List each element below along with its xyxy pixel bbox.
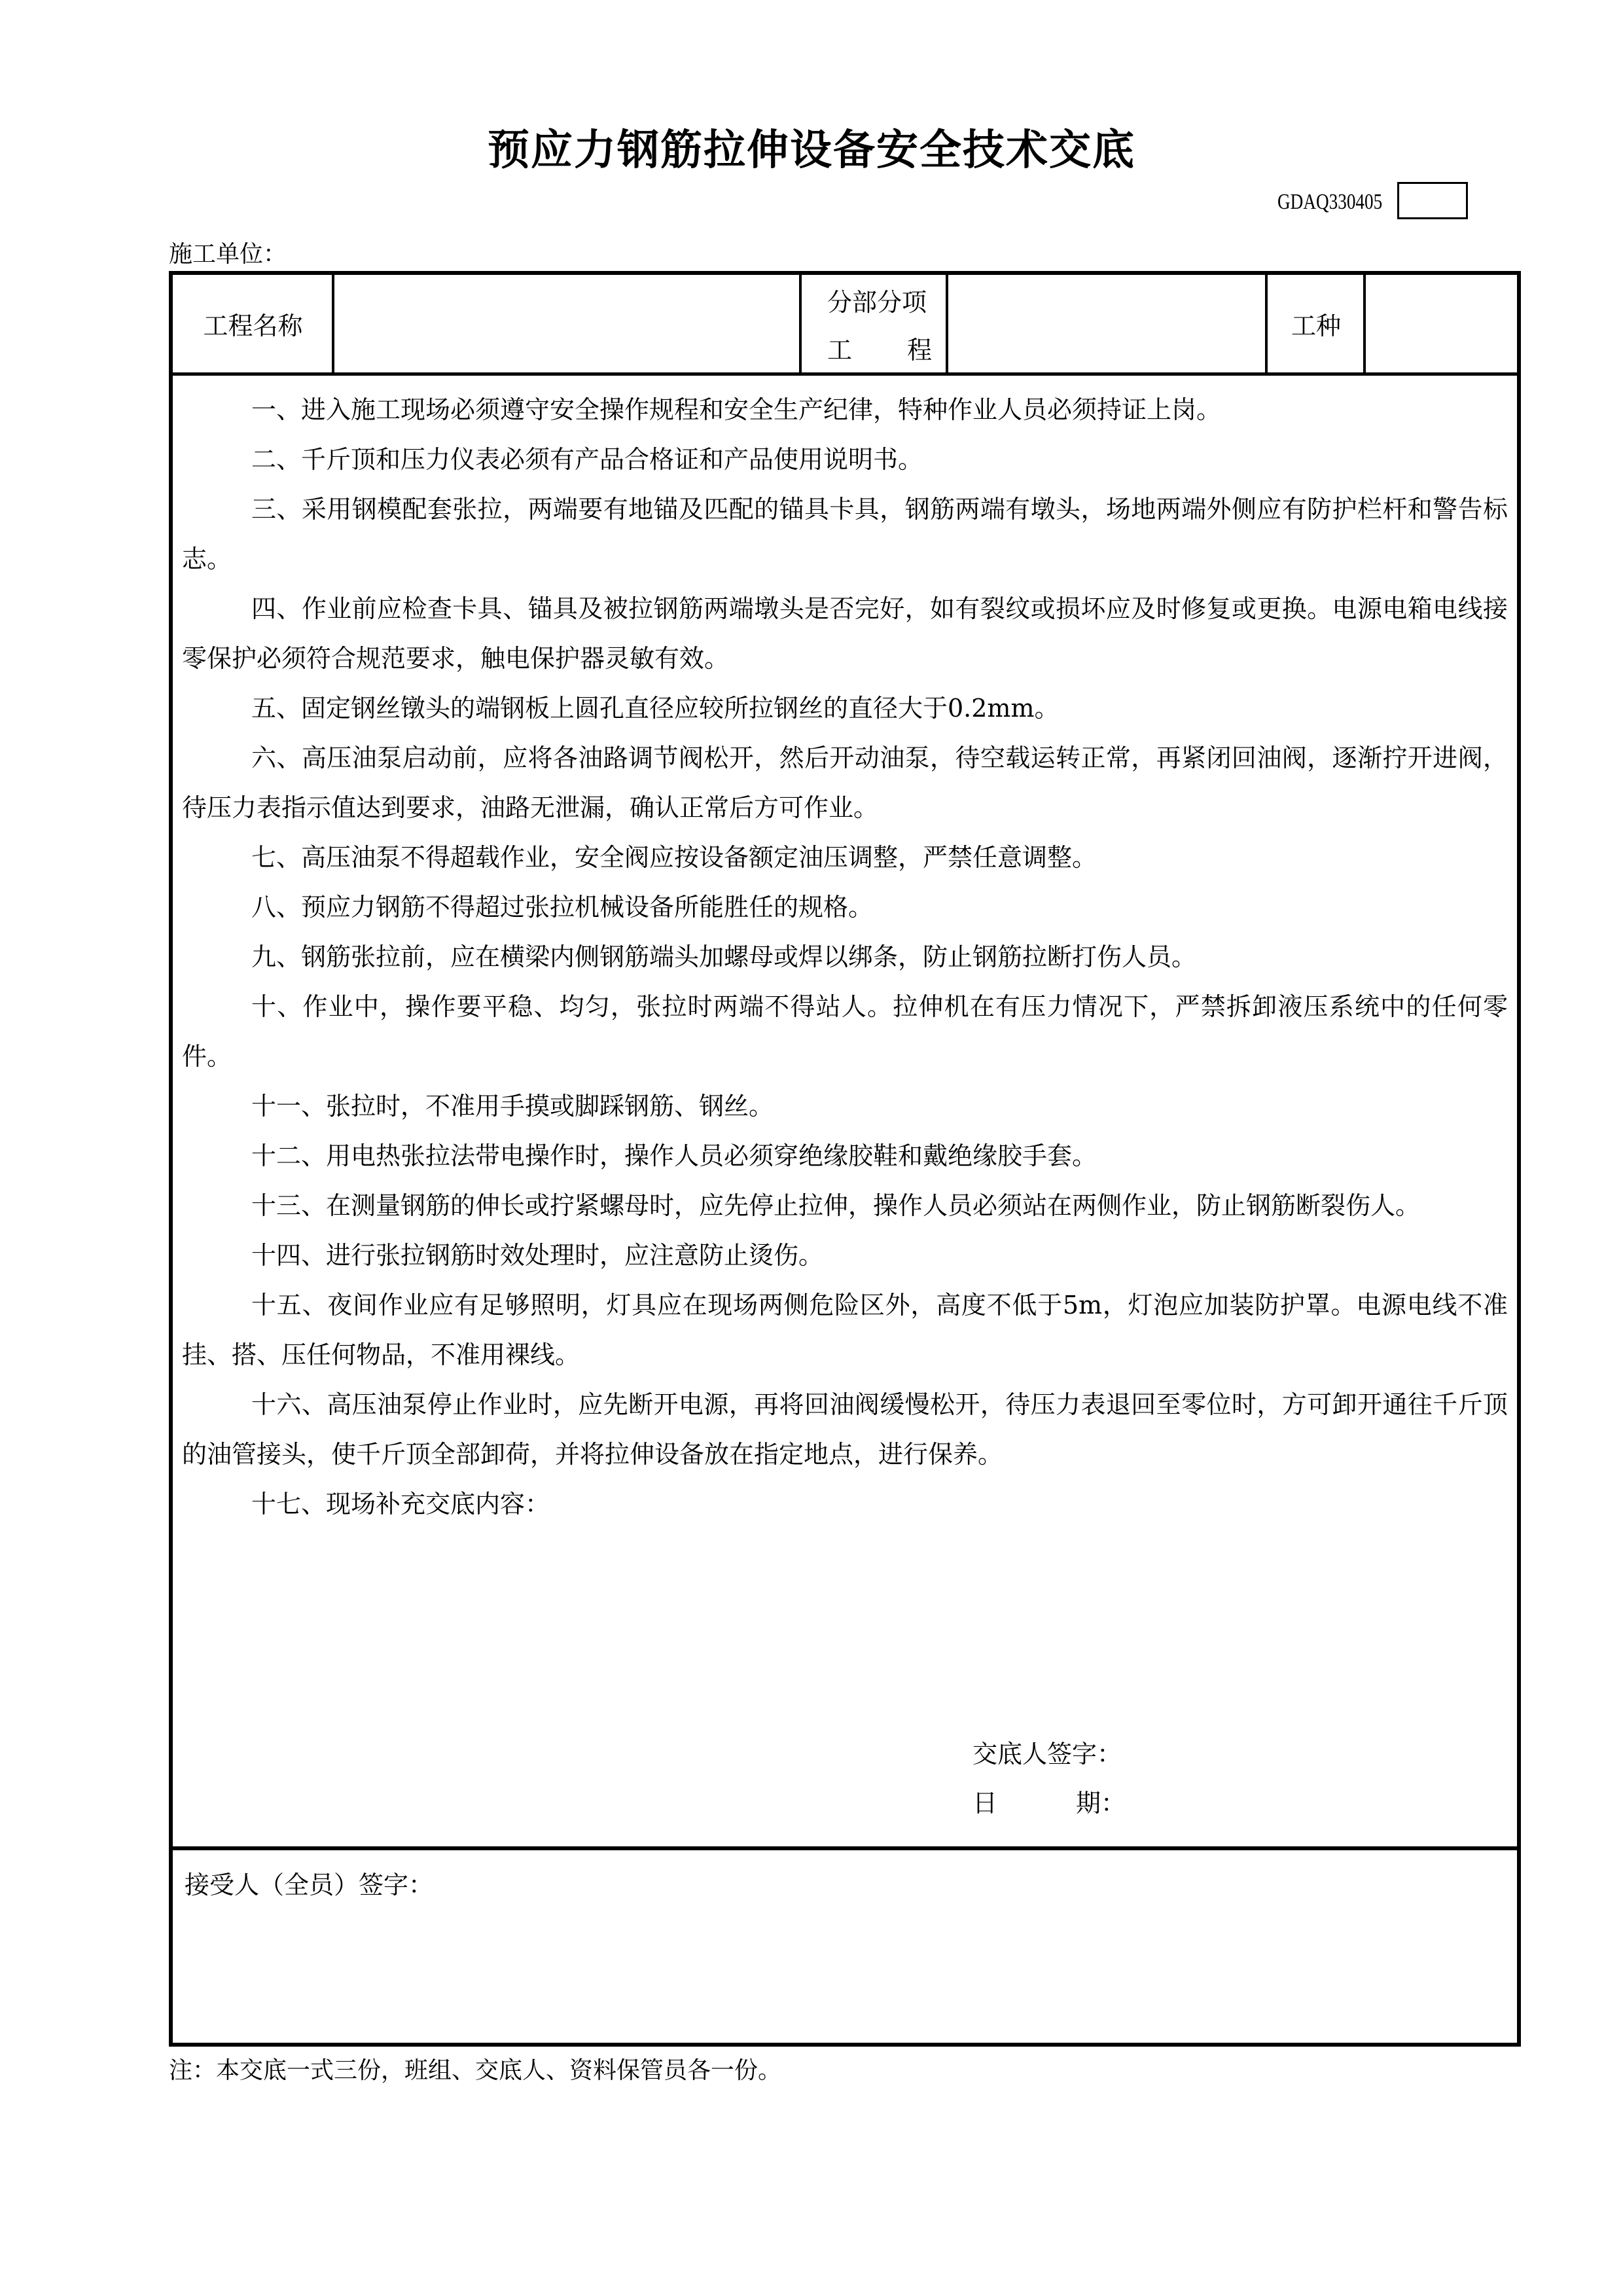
safety-item: 七、高压油泵不得超载作业，安全阀应按设备额定油压调整，严禁任意调整。 <box>251 843 1097 872</box>
safety-item: 五、固定钢丝镦头的端钢板上圆孔直径应较所拉钢丝的直径大于0.2mm。 <box>251 694 1060 723</box>
header-row <box>173 275 1517 376</box>
date-label-right: 期： <box>1076 1789 1126 1818</box>
safety-item: 二、千斤顶和压力仪表必须有产品合格证和产品使用说明书。 <box>251 445 923 474</box>
trade-field[interactable] <box>1366 275 1517 372</box>
safety-item: 十一、张拉时，不准用手摸或脚踩钢筋、钢丝。 <box>251 1092 774 1121</box>
safety-item: 一、进入施工现场必须遵守安全操作规程和安全生产纪律，特种作业人员必须持证上岗。 <box>251 395 1222 424</box>
safety-item: 四、作业前应检查卡具、锚具及被拉钢筋两端墩头是否完好，如有裂纹或损坏应及时修复或更换。电源电箱电线接零保护必须符合规范要求，触电保护器灵敏有效。 <box>182 594 1508 673</box>
disclosure-table <box>169 271 1521 2047</box>
safety-item: 十六、高压油泵停止作业时，应先断开电源，再将回油阀缓慢松开，待压力表退回至零位时，方可卸开通往千斤顶的油管接头，使千斤顶全部卸荷，并将拉伸设备放在指定地点，进行保养。 <box>182 1390 1508 1469</box>
trade-label: 工种 <box>1291 312 1341 340</box>
document-code-text: GDAQ330405 <box>1277 190 1383 214</box>
document-title: 预应力钢筋拉伸设备安全技术交底 <box>488 126 1135 175</box>
document-code <box>1251 183 1382 221</box>
construction-unit-label: 施工单位： <box>169 241 287 268</box>
safety-item: 十七、现场补充交底内容： <box>251 1490 550 1518</box>
receiver-signature-label: 接受人（全员）签字： <box>185 1871 434 1899</box>
document-code-box[interactable] <box>1397 182 1468 219</box>
safety-item: 十三、在测量钢筋的伸长或拧紧螺母时，应先停止拉伸，操作人员必须站在两侧作业，防止钢筋断裂伤人。 <box>251 1191 1421 1220</box>
sub-project-label <box>827 275 932 372</box>
sub-project-label-char: 程 <box>906 335 932 365</box>
discloser-signature[interactable] <box>972 1734 1122 1770</box>
sub-project-label-char: 工 <box>827 335 853 365</box>
date-label-left: 日 <box>972 1789 998 1818</box>
disclosure-content <box>173 376 1517 1850</box>
receiver-signature-area[interactable] <box>173 1850 1517 2043</box>
safety-item: 三、采用钢模配套张拉，两端要有地锚及匹配的锚具卡具，钢筋两端有墩头，场地两端外侧应有防护栏杆和警告标志。 <box>182 495 1508 573</box>
safety-item: 十、作业中，操作要平稳、均匀，张拉时两端不得站人。拉伸机在有压力情况下，严禁拆卸液压系统中的任何零件。 <box>182 992 1508 1071</box>
project-name-field[interactable] <box>334 275 800 372</box>
safety-item: 十五、夜间作业应有足够照明，灯具应在现场两侧危险区外，高度不低于5m，灯泡应加装防护罩。电源电线不准挂、搭、压任何物品，不准用裸线。 <box>182 1291 1508 1369</box>
construction-unit <box>169 236 287 269</box>
safety-item: 十四、进行张拉钢筋时效处理时，应注意防止烫伤。 <box>251 1241 824 1270</box>
safety-item: 九、钢筋张拉前，应在横梁内侧钢筋端头加螺母或焊以绑条，防止钢筋拉断打伤人员。 <box>251 942 1197 971</box>
sub-project-label-line1: 分部分项 <box>827 287 927 317</box>
sub-project-field[interactable] <box>948 275 1265 372</box>
disclosure-date[interactable] <box>972 1783 1126 1819</box>
divider <box>799 275 802 372</box>
footer-note: 注：本交底一式三份，班组、交底人、资料保管员各一份。 <box>169 2057 782 2084</box>
safety-item: 十二、用电热张拉法带电操作时，操作人员必须穿绝缘胶鞋和戴绝缘胶手套。 <box>251 1141 1097 1170</box>
safety-items-list <box>173 385 1517 1529</box>
safety-item: 八、预应力钢筋不得超过张拉机械设备所能胜任的规格。 <box>251 893 874 922</box>
sub-project-label-line2 <box>827 330 932 366</box>
discloser-signature-label: 交底人签字： <box>972 1740 1122 1768</box>
project-name-label: 工程名称 <box>203 312 303 340</box>
safety-item: 六、高压油泵启动前，应将各油路调节阀松开，然后开动油泵，待空载运转正常，再紧闭回油阀，逐渐拧开进阀，待压力表指示值达到要求，油路无泄漏，确认正常后方可作业。 <box>182 744 1508 822</box>
